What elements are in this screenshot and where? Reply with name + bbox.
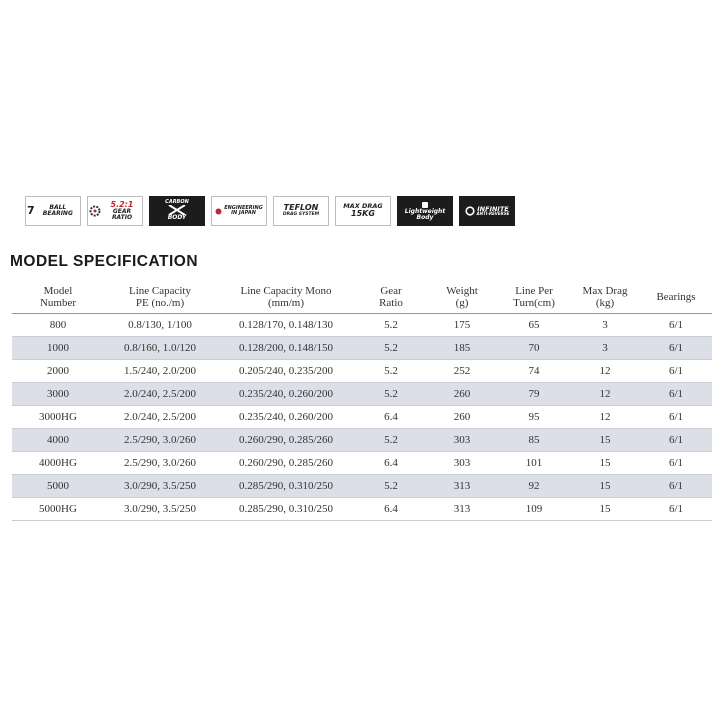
cell-line-per-turn: 95 xyxy=(498,406,570,429)
max-drag-value: 15KG xyxy=(351,209,375,219)
drag-system-label: DRAG SYSTEM xyxy=(282,211,320,217)
cell-line-capacity-mono: 0.260/290, 0.285/260 xyxy=(216,429,356,452)
cell-line-per-turn: 109 xyxy=(498,498,570,521)
ball-bearing-count: 7 xyxy=(27,204,35,218)
page-title: MODEL SPECIFICATION xyxy=(10,253,199,270)
cell-max-drag: 12 xyxy=(570,383,640,406)
header-weight: Weight (g) xyxy=(446,285,478,309)
cell-line-capacity-pe: 2.5/290, 3.0/260 xyxy=(104,452,216,475)
cell-max-drag: 12 xyxy=(570,360,640,383)
engineering-label: ENGINEERING xyxy=(224,204,263,211)
cell-weight: 303 xyxy=(426,452,498,475)
ring-icon xyxy=(465,206,475,216)
max-drag-badge xyxy=(335,196,391,226)
cell-line-capacity-pe: 2.5/290, 3.0/260 xyxy=(104,429,216,452)
cell-line-capacity-pe: 0.8/130, 1/100 xyxy=(104,314,216,337)
gear-icon xyxy=(89,205,101,217)
cell-bearings: 6/1 xyxy=(640,498,712,521)
carbon-body-badge xyxy=(149,196,205,226)
header-model-number: Model Number xyxy=(39,285,77,309)
cell-max-drag: 15 xyxy=(570,452,640,475)
cell-max-drag: 15 xyxy=(570,429,640,452)
cell-model-number: 1000 xyxy=(12,337,104,360)
table-row xyxy=(12,360,712,383)
anti-reverse-label: ANTI-REVERSE xyxy=(476,211,510,217)
cell-weight: 313 xyxy=(426,475,498,498)
max-drag-label: MAX DRAG xyxy=(343,202,383,211)
cell-weight: 185 xyxy=(426,337,498,360)
cell-line-per-turn: 79 xyxy=(498,383,570,406)
cell-model-number: 4000 xyxy=(12,429,104,452)
cell-max-drag: 3 xyxy=(570,314,640,337)
cell-line-per-turn: 101 xyxy=(498,452,570,475)
table-row xyxy=(12,498,712,521)
in-japan-label: IN JAPAN xyxy=(231,210,256,216)
ball-bearing-badge xyxy=(25,196,81,226)
cell-model-number: 4000HG xyxy=(12,452,104,475)
cell-bearings: 6/1 xyxy=(640,429,712,452)
infinite-label: INFINITE xyxy=(477,204,509,213)
header-line-capacity-pe: Line Capacity PE (no./m) xyxy=(128,285,191,309)
cell-gear-ratio: 5.2 xyxy=(356,475,426,498)
header-bearings: Bearings xyxy=(656,291,696,303)
cell-line-capacity-mono: 0.235/240, 0.260/200 xyxy=(216,406,356,429)
table-row xyxy=(12,406,712,429)
ball-bearing-label: BALL BEARING xyxy=(42,203,73,217)
table-row xyxy=(12,429,712,452)
cell-max-drag: 15 xyxy=(570,475,640,498)
lightweight-body-badge xyxy=(397,196,453,226)
table-row xyxy=(12,383,712,406)
cell-bearings: 6/1 xyxy=(640,360,712,383)
body-label: BODY xyxy=(167,214,187,222)
cell-bearings: 6/1 xyxy=(640,337,712,360)
cell-bearings: 6/1 xyxy=(640,452,712,475)
carbon-label: CARBON xyxy=(165,199,189,206)
cell-gear-ratio: 6.4 xyxy=(356,406,426,429)
cell-bearings: 6/1 xyxy=(640,406,712,429)
cell-max-drag: 15 xyxy=(570,498,640,521)
cell-max-drag: 3 xyxy=(570,337,640,360)
cell-line-per-turn: 65 xyxy=(498,314,570,337)
cell-gear-ratio: 6.4 xyxy=(356,452,426,475)
cell-gear-ratio: 6.4 xyxy=(356,498,426,521)
cell-line-capacity-pe: 0.8/160, 1.0/120 xyxy=(104,337,216,360)
cell-line-per-turn: 70 xyxy=(498,337,570,360)
cell-line-capacity-mono: 0.260/290, 0.285/260 xyxy=(216,452,356,475)
table-header-row xyxy=(12,281,712,314)
table-row xyxy=(12,475,712,498)
cell-line-per-turn: 85 xyxy=(498,429,570,452)
cell-gear-ratio: 5.2 xyxy=(356,429,426,452)
cell-gear-ratio: 5.2 xyxy=(356,383,426,406)
header-line-capacity-mono: Line Capacity Mono (mm/m) xyxy=(240,285,332,309)
cell-weight: 303 xyxy=(426,429,498,452)
gear-ratio-badge xyxy=(87,196,143,226)
cell-model-number: 800 xyxy=(12,314,104,337)
cell-line-capacity-mono: 0.285/290, 0.310/250 xyxy=(216,475,356,498)
header-max-drag: Max Drag (kg) xyxy=(582,285,628,309)
cell-line-capacity-mono: 0.128/170, 0.148/130 xyxy=(216,314,356,337)
cell-weight: 260 xyxy=(426,406,498,429)
infinite-anti-reverse-badge xyxy=(459,196,515,226)
cell-model-number: 5000 xyxy=(12,475,104,498)
cell-line-capacity-mono: 0.128/200, 0.148/150 xyxy=(216,337,356,360)
cell-model-number: 5000HG xyxy=(12,498,104,521)
cell-bearings: 6/1 xyxy=(640,383,712,406)
cell-line-capacity-pe: 2.0/240, 2.5/200 xyxy=(104,383,216,406)
feature-badges xyxy=(25,196,515,226)
engineering-japan-badge xyxy=(211,196,267,226)
cell-weight: 313 xyxy=(426,498,498,521)
lightweight-label: Lightweight xyxy=(404,207,446,215)
gear-ratio-label: GEAR RATIO xyxy=(111,207,133,222)
spec-table-body xyxy=(12,314,712,521)
cell-weight: 260 xyxy=(426,383,498,406)
cell-line-capacity-mono: 0.235/240, 0.260/200 xyxy=(216,383,356,406)
teflon-badge xyxy=(273,196,329,226)
cell-line-capacity-mono: 0.205/240, 0.235/200 xyxy=(216,360,356,383)
cell-model-number: 2000 xyxy=(12,360,104,383)
table-row xyxy=(12,314,712,337)
spec-table xyxy=(12,281,712,521)
table-row xyxy=(12,452,712,475)
cell-model-number: 3000 xyxy=(12,383,104,406)
header-line-per-turn: Line Per Turn(cm) xyxy=(513,285,555,309)
cell-line-capacity-pe: 1.5/240, 2.0/200 xyxy=(104,360,216,383)
cell-bearings: 6/1 xyxy=(640,314,712,337)
cell-line-capacity-pe: 2.0/240, 2.5/200 xyxy=(104,406,216,429)
cell-bearings: 6/1 xyxy=(640,475,712,498)
cell-line-capacity-pe: 3.0/290, 3.5/250 xyxy=(104,498,216,521)
cell-line-capacity-mono: 0.285/290, 0.310/250 xyxy=(216,498,356,521)
cell-gear-ratio: 5.2 xyxy=(356,337,426,360)
gear-ratio-value: 5.2:1 xyxy=(110,199,134,209)
cell-weight: 252 xyxy=(426,360,498,383)
cell-max-drag: 12 xyxy=(570,406,640,429)
cell-gear-ratio: 5.2 xyxy=(356,360,426,383)
teflon-label: TEFLON xyxy=(283,203,319,213)
cell-line-per-turn: 92 xyxy=(498,475,570,498)
cell-model-number: 3000HG xyxy=(12,406,104,429)
table-row xyxy=(12,337,712,360)
japan-flag-icon xyxy=(215,208,222,215)
cell-weight: 175 xyxy=(426,314,498,337)
cell-line-capacity-pe: 3.0/290, 3.5/250 xyxy=(104,475,216,498)
cell-gear-ratio: 5.2 xyxy=(356,314,426,337)
header-gear-ratio: Gear Ratio xyxy=(379,285,403,309)
cell-line-per-turn: 74 xyxy=(498,360,570,383)
lightweight-body-label: Body xyxy=(416,214,434,221)
